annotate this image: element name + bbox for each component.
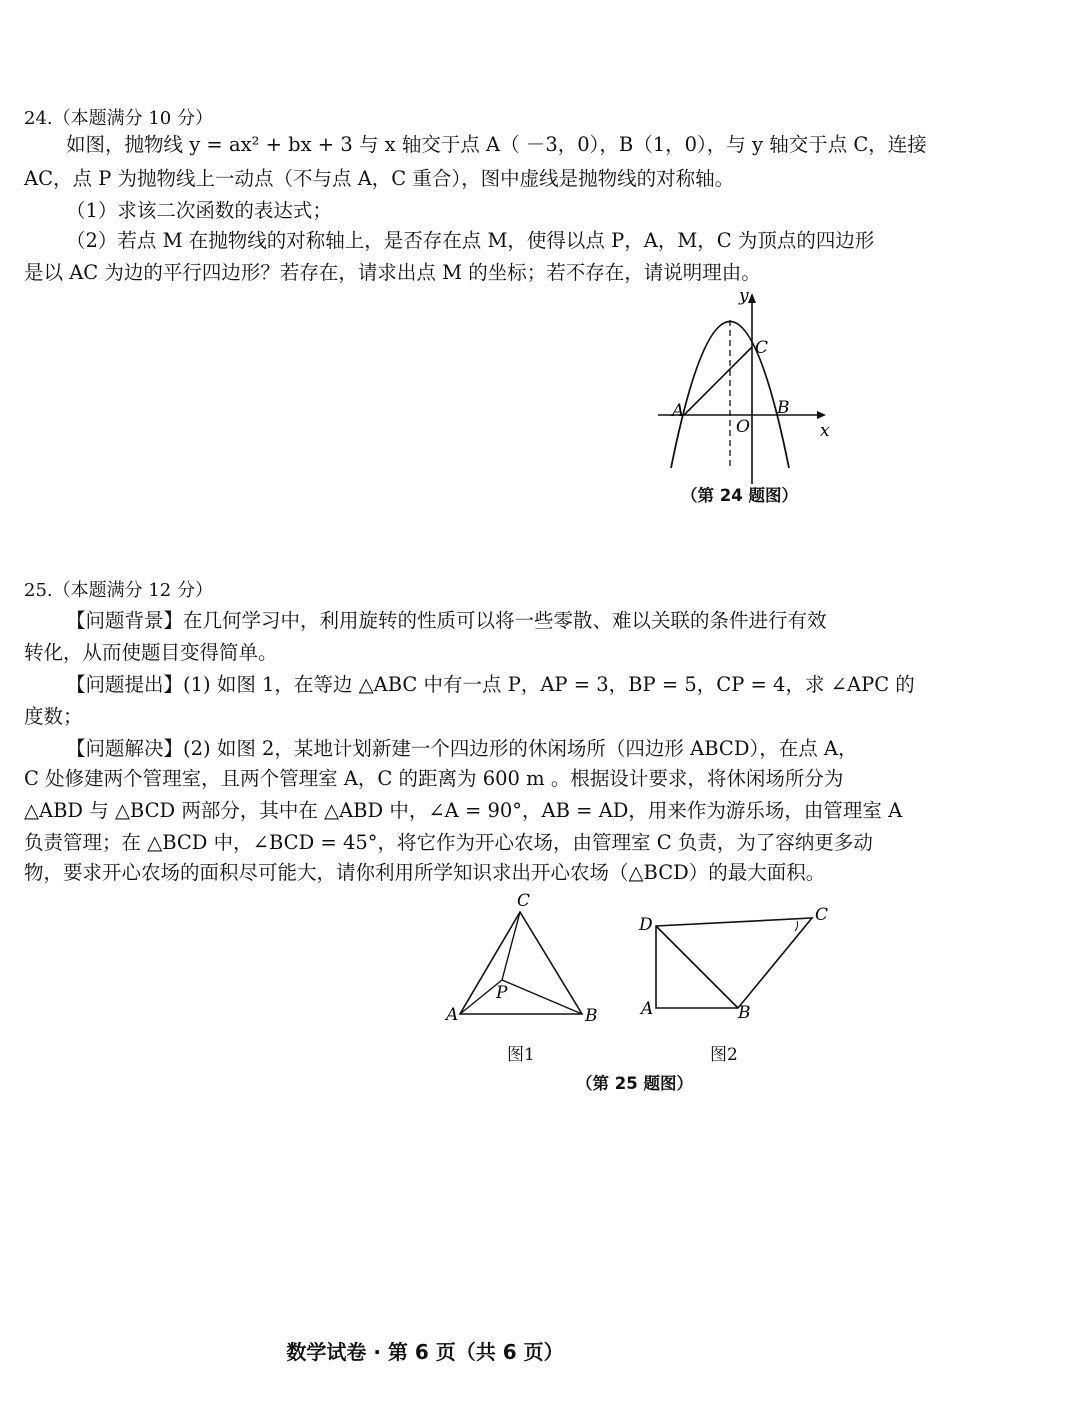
q25-line-9: 物，要求开心农场的面积尽可能大，请你利用所学知识求出开心农场（△BCD）的最大面积。 — [24, 861, 826, 884]
label-b: B — [777, 398, 790, 418]
q24-line-3: （1）求该二次函数的表达式； — [66, 199, 332, 222]
segment-pb — [502, 980, 582, 1014]
label-x: x — [820, 421, 830, 441]
q25-line-2: 转化，从而使题目变得简单。 — [24, 641, 278, 664]
q24-line-4: （2）若点 M 在抛物线的对称轴上，是否存在点 M，使得以点 P，A，M，C 为顶点的四边形 — [66, 229, 875, 252]
q24-header: 24.（本题满分 10 分） — [24, 108, 213, 129]
q25-header: 25.（本题满分 12 分） — [24, 580, 213, 601]
q25-figure-caption: （第 25 题图） — [576, 1074, 693, 1093]
q25-fig2-caption: 图2 — [710, 1045, 738, 1065]
q25-figure-2 — [630, 895, 840, 1030]
q25-line-3: 【问题提出】(1) 如图 1，在等边 △ABC 中有一点 P，AP = 3，BP = 5，CP = 4，求 ∠APC 的 — [66, 673, 915, 696]
angle-mark-c — [795, 921, 798, 931]
fig1-label-a: A — [446, 1005, 459, 1025]
q25-line-8: 负责管理；在 △BCD 中，∠BCD = 45°，将它作为开心农场，由管理室 C 负责，为了容纳更多动 — [24, 831, 873, 854]
x-axis-arrow — [817, 411, 826, 419]
q25-line-1: 【问题背景】在几何学习中，利用旋转的性质可以将一些零散、难以关联的条件进行有效 — [66, 609, 827, 632]
q24-line-2: AC，点 P 为抛物线上一动点（不与点 A，C 重合），图中虚线是抛物线的对称轴。 — [24, 167, 735, 190]
q25-fig1-caption: 图1 — [507, 1045, 535, 1065]
q25-figure-1 — [440, 888, 610, 1028]
q24-figure-caption: （第 24 题图） — [681, 486, 798, 505]
fig1-label-p: P — [496, 983, 508, 1003]
fig2-label-b: B — [738, 1003, 751, 1023]
y-axis-arrow — [748, 293, 756, 303]
q25-line-5: 【问题解决】(2) 如图 2，某地计划新建一个四边形的休闲场所（四边形 ABCD），在点 A， — [66, 737, 858, 760]
label-a: A — [672, 401, 685, 421]
fig2-label-d: D — [639, 915, 653, 935]
label-o: O — [736, 417, 750, 437]
diagonal-bd — [656, 926, 738, 1008]
segment-ac — [684, 347, 752, 415]
q25-line-7: △ABD 与 △BCD 两部分，其中在 △ABD 中，∠A = 90°，AB = AD，用来作为游乐场，由管理室 A — [24, 799, 903, 822]
fig2-label-a: A — [641, 999, 654, 1019]
fig2-label-c: C — [815, 905, 829, 925]
q25-line-6: C 处修建两个管理室，且两个管理室 A，C 的距离为 600 m 。根据设计要求，将休闲场所分为 — [24, 767, 844, 790]
fig1-label-c: C — [517, 891, 531, 911]
page-footer: 数学试卷 · 第 6 页（共 6 页） — [286, 1340, 564, 1364]
fig1-label-b: B — [585, 1006, 598, 1026]
label-y: y — [739, 286, 749, 306]
q24-figure — [650, 285, 850, 485]
label-c: C — [755, 338, 769, 358]
q25-line-4: 度数； — [24, 705, 83, 728]
q24-line-1: 如图，抛物线 y = ax² + bx + 3 与 x 轴交于点 A（ －3，0），B（1，0），与 y 轴交于点 C，连接 — [66, 133, 927, 156]
quadrilateral-abcd — [656, 918, 812, 1008]
q24-line-5: 是以 AC 为边的平行四边形？若存在，请求出点 M 的坐标；若不存在，请说明理由。 — [24, 261, 761, 284]
segment-pc — [502, 912, 520, 980]
